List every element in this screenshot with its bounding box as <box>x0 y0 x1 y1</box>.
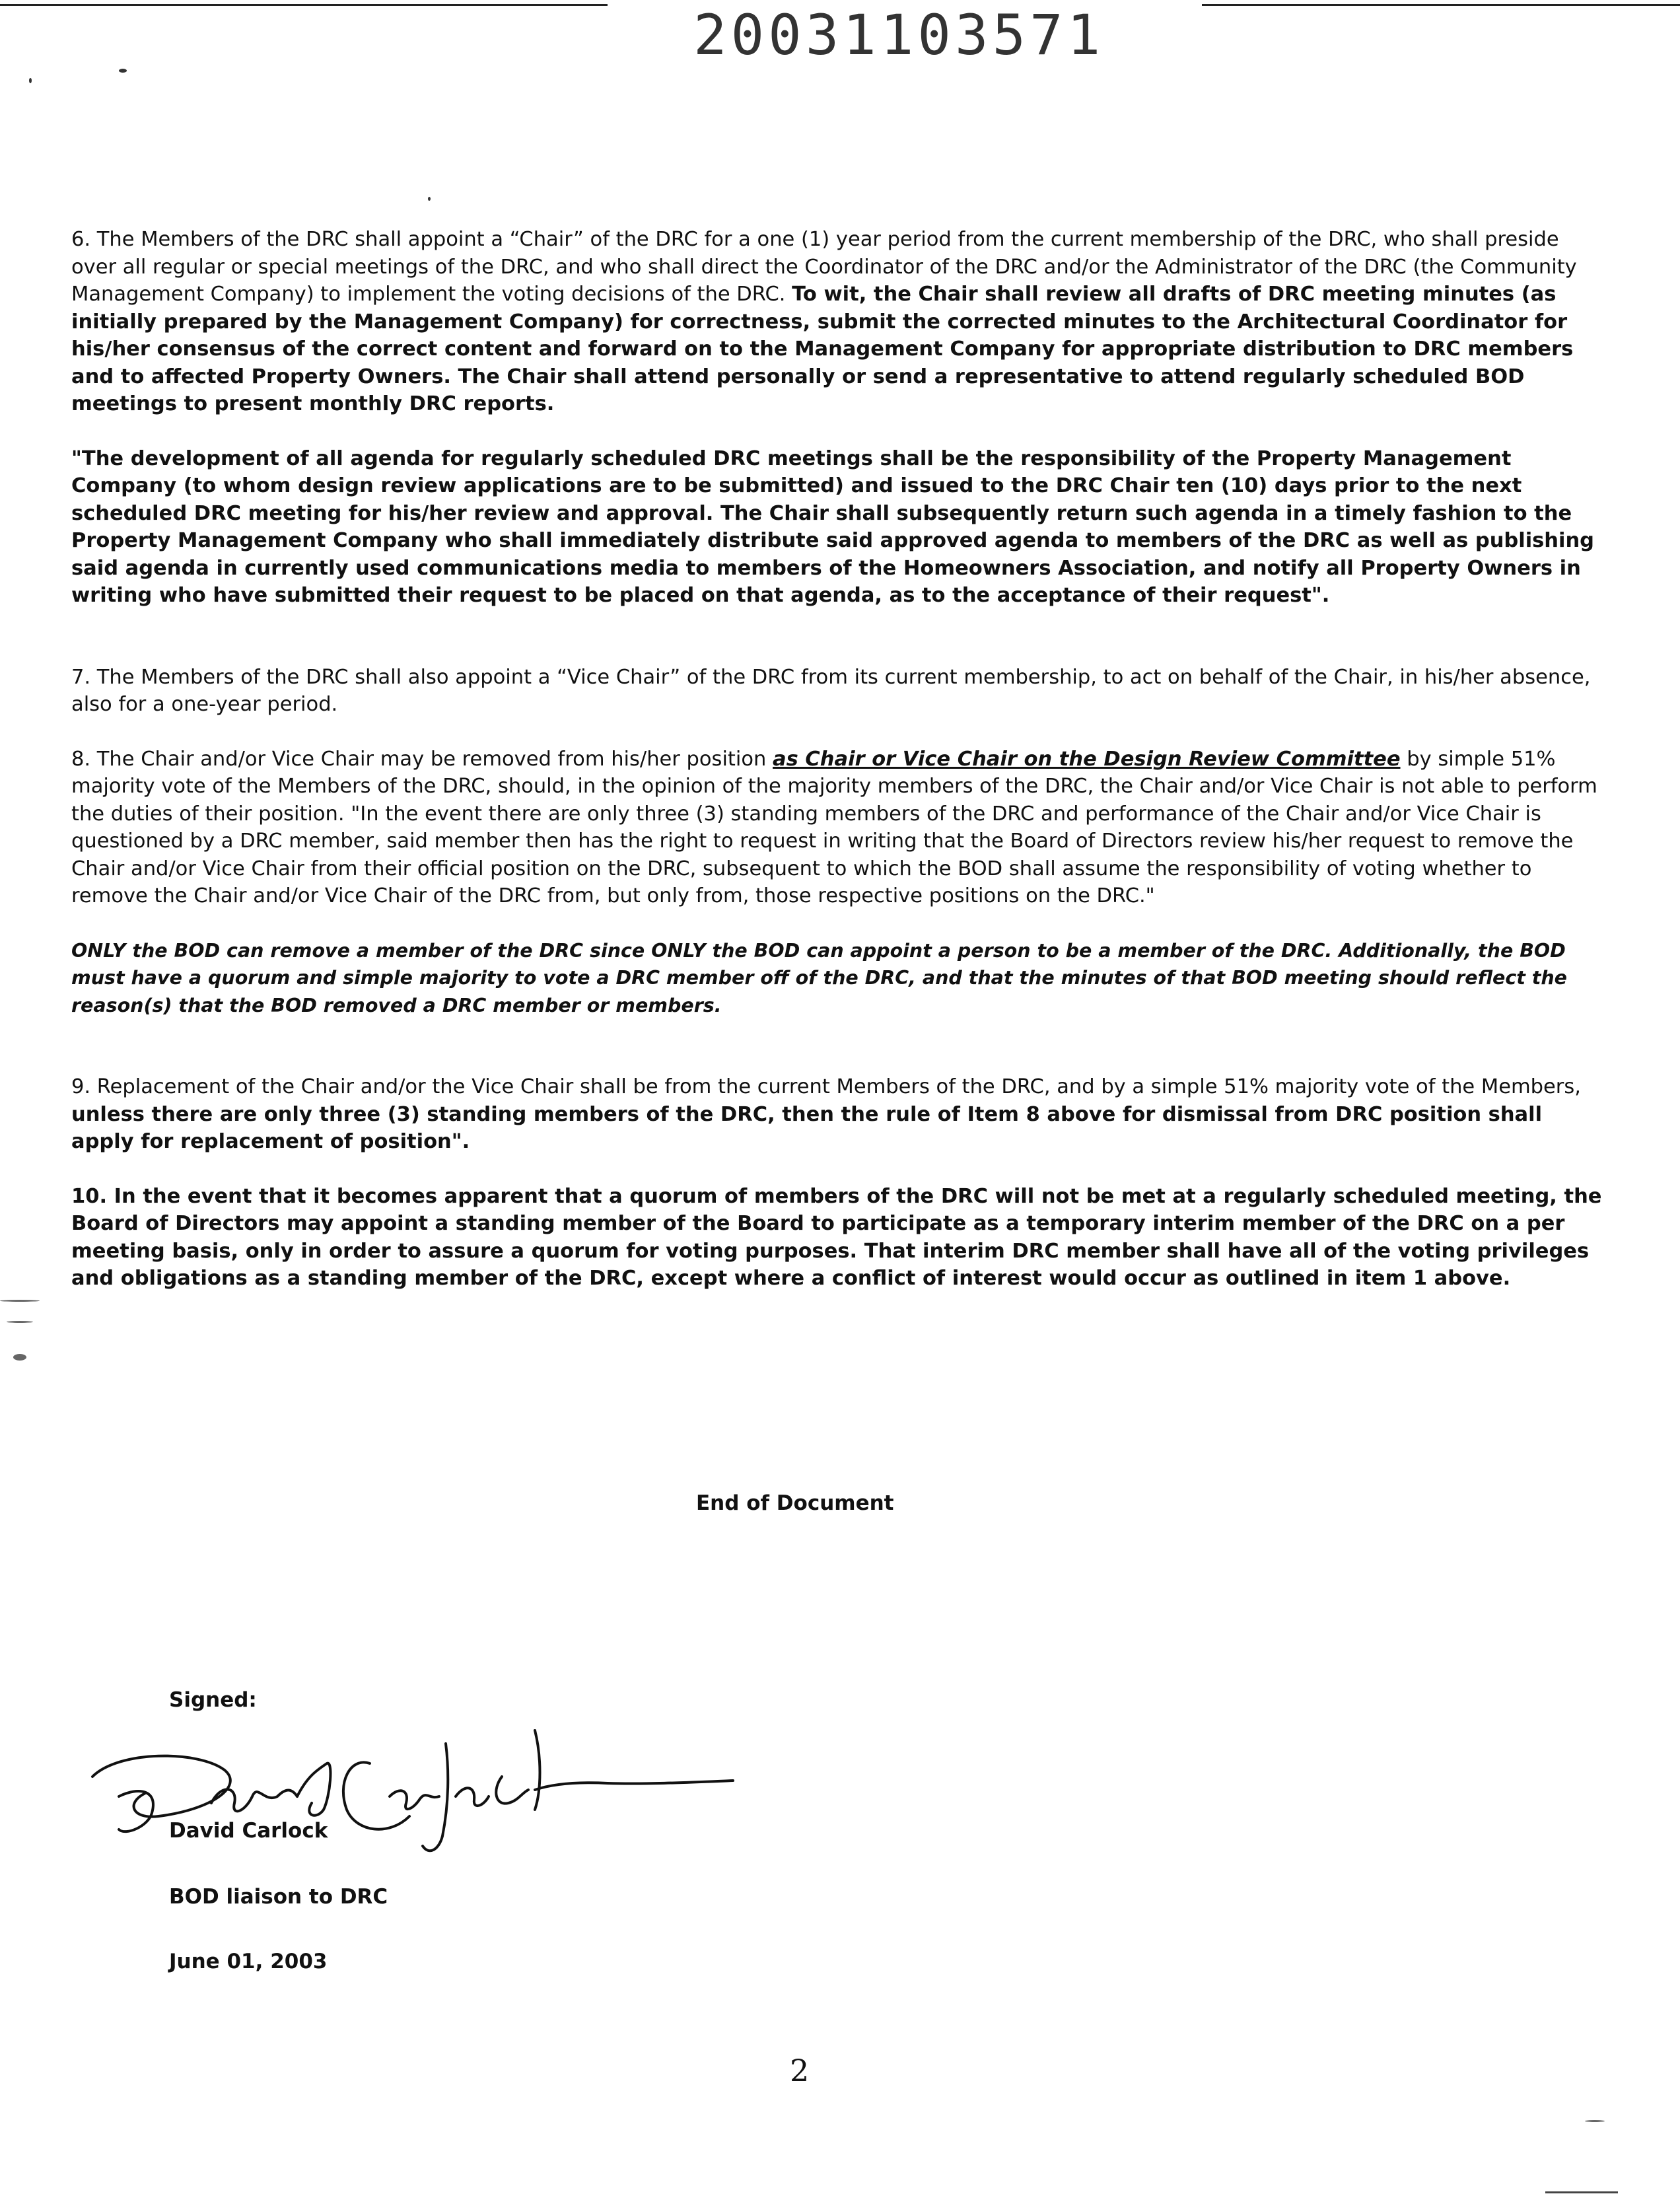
top-rule-right <box>1202 4 1680 6</box>
margin-mark <box>0 1300 40 1302</box>
margin-mark <box>7 1321 33 1323</box>
scan-speck <box>119 69 127 73</box>
paragraph-7: 7. The Members of the DRC shall also appoint a “Vice Chair” of the DRC from its current membership, to act on behalf of the Chair, in his/her absence, also for a one-year period. <box>71 665 1591 716</box>
paragraph-9-bold-text: unless there are only three (3) standing members of the DRC, then the rule of Item 8 above for dismissal from DRC position shall apply for replacement of position". <box>71 1102 1543 1153</box>
top-rule-left <box>0 4 608 6</box>
paragraph-9-text: 9. Replacement of the Chair and/or the Vice Chair shall be from the current Members of the DRC, and by a simple 51% majority vote of the Members, <box>71 1075 1581 1098</box>
scan-speck <box>428 197 431 201</box>
paragraph-10: 10. In the event that it becomes apparent that a quorum of members of the DRC will not be met at a regularly scheduled meeting, the Board of Directors may appoint a standing member of the Board to participate as a temporary interim member of the DRC on a per meeting basis, only in order to assure a quorum for voting purposes. That interim DRC member shall have all of the voting privileges and obligations as a standing member of the DRC, except where a conflict of interest would occur as outlined in item 1 above. <box>71 1184 1602 1290</box>
paragraph-8 <box>71 746 1610 910</box>
scan-speck <box>29 78 32 83</box>
paragraph-8-text-start: 8. The Chair and/or Vice Chair may be removed from his/her position <box>71 747 767 771</box>
signer-title: BOD liaison to DRC <box>169 1885 388 1909</box>
scan-speck <box>1585 2120 1605 2122</box>
paragraph-6 <box>71 226 1610 418</box>
signature-date: June 01, 2003 <box>169 1950 328 1973</box>
paragraph-6-text: 6. The Members of the DRC shall appoint a “Chair” of the DRC for a one (1) year period from the current membership of the DRC, who shall preside over all regular or special meetings of the DRC, and who shall direct the Coordinator of the DRC and/or the Administrator of the DRC (the Community Management Company) to implement the voting decisions of the DRC. <box>71 228 1577 306</box>
signed-label: Signed: <box>169 1688 257 1712</box>
bottom-rule <box>1545 2191 1618 2193</box>
paragraph-8-note: ONLY the BOD can remove a member of the DRC since ONLY the BOD can appoint a person to be a member of the DRC. Additionally, the BOD must have a quorum and simple majority to vote a DRC member off of the DRC, and that the minutes of that BOD meeting should reflect the reason(s) that the BOD removed a DRC member or members. <box>71 939 1568 1016</box>
page-number: 2 <box>790 2053 810 2088</box>
paragraph-8-underlined-insert: as Chair or Vice Chair on the Design Review Committee <box>773 747 1401 771</box>
document-body <box>71 226 1610 1293</box>
document-number: 20031103571 <box>693 3 1105 67</box>
paragraph-6-quote: "The development of all agenda for regularly scheduled DRC meetings shall be the responsibility of the Property Management Company (to whom design review applications are to be submitted) and issued to the DRC Chair ten (10) days prior to the next scheduled DRC meeting for his/her review and approval. The Chair shall subsequently return such agenda in a timely fashion to the Property Management Company who shall immediately distribute said approved agenda to members of the DRC as well as publishing said agenda in currently used communications media to members of the Homeowners Association, and notify all Property Owners in writing who have submitted their request to be placed on that agenda, as to the acceptance of their request". <box>71 446 1595 607</box>
signer-name: David Carlock <box>169 1819 328 1843</box>
paragraph-8-text-end: by simple 51% majority vote of the Members of the DRC, should, in the opinion of the majority members of the DRC, the Chair and/or Vice Chair is not able to perform the duties of their position. "In the event there are only three (3) standing members of the DRC and performance of the Chair and/or Vice Chair is questioned by a DRC member, said member then has the right to request in writing that the Board of Directors review his/her request to remove the Chair and/or Vice Chair from their official position on the DRC, subsequent to which the BOD shall assume the responsibility of voting whether to remove the Chair and/or Vice Chair of the DRC from, but only from, those respective positions on the DRC." <box>71 747 1597 907</box>
end-of-document: End of Document <box>696 1491 894 1515</box>
paragraph-6-bold-text: To wit, the Chair shall review all drafts of DRC meeting minutes (as initially prepared by the Management Company) for correctness, submit the corrected minutes to the Architectural Coordinator for his/her consensus of the correct content and forward on to the Management Company for appropriate distribution to DRC members and to affected Property Owners. The Chair shall attend personally or send a representative to attend regularly scheduled BOD meetings to present monthly DRC reports. <box>71 283 1574 415</box>
paragraph-9 <box>71 1073 1610 1156</box>
margin-mark <box>13 1354 26 1361</box>
